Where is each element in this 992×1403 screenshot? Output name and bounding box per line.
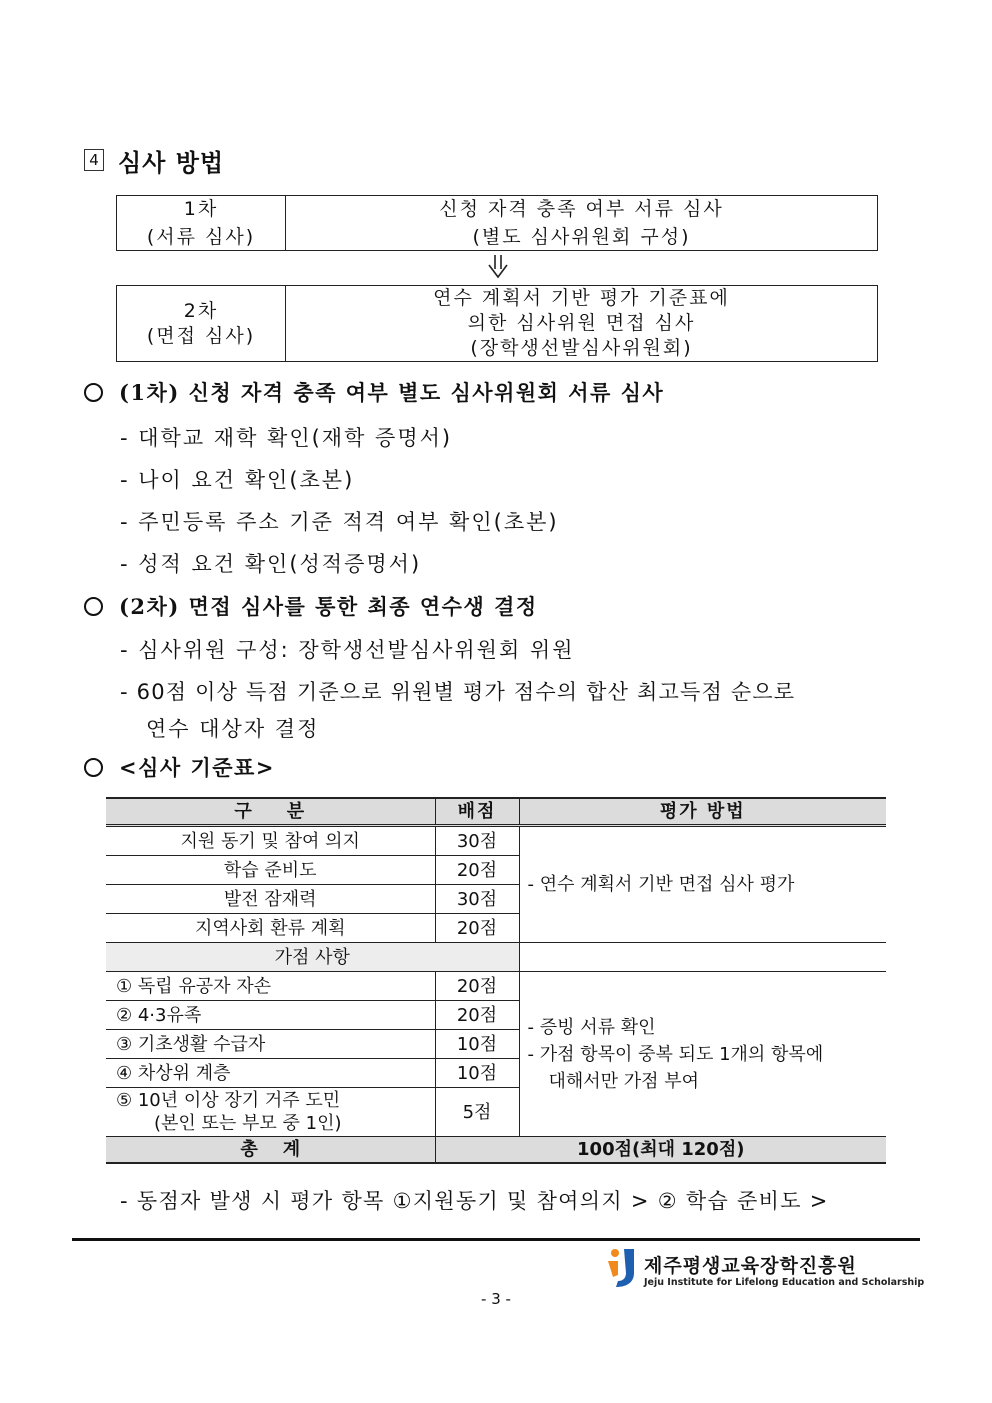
list-item: - 대학교 재학 확인(재학 증명서) <box>120 426 453 450</box>
total-value: 100점(최대 120점) <box>435 1137 886 1164</box>
main-method-cell: - 연수 계획서 기반 면접 심사 평가 <box>519 826 886 943</box>
step-1-stage <box>117 196 286 251</box>
step-2-desc-line1: 연수 계획서 기반 평가 기준표에 <box>433 287 730 309</box>
bonus-method-cell <box>519 972 886 1137</box>
section-number-box: 4 <box>84 149 104 171</box>
total-row <box>106 1137 886 1164</box>
bonus-score: 20점 <box>435 972 519 1001</box>
table-row <box>106 972 886 1001</box>
section-title: 심사 방법 <box>118 148 225 177</box>
list-item: - 60점 이상 득점 기준으로 위원별 평가 점수의 합산 최고득점 순으로 <box>120 680 796 704</box>
step-1-desc-line1: 신청 자격 충족 여부 서류 심사 <box>439 197 724 220</box>
step-2-desc-line3: (장학생선발심사위원회) <box>470 337 693 359</box>
bullet-criteria <box>84 752 275 782</box>
total-label: 총 계 <box>106 1137 435 1164</box>
institute-name: 제주평생교육장학진흥원 <box>644 1255 857 1277</box>
table-header-row <box>106 798 886 826</box>
step-2-desc-line2: 의한 심사위원 면접 심사 <box>467 312 696 334</box>
row-score: 30점 <box>435 826 519 856</box>
bonus-header: 가점 사항 <box>106 943 519 972</box>
row-score: 20점 <box>435 856 519 885</box>
criteria-table <box>106 797 886 1164</box>
circle-bullet-icon <box>84 758 103 777</box>
bonus-category-line1: ⑤ 10년 이상 장기 거주 도민 <box>116 1090 341 1111</box>
list-item-continuation: 연수 대상자 결정 <box>146 717 320 741</box>
bonus-method-line1: - 증빙 서류 확인 <box>527 1016 656 1038</box>
step-2-box <box>116 285 878 362</box>
page-number: - 3 - <box>481 1290 511 1308</box>
step-1-stage-line2: (서류 심사) <box>146 225 256 248</box>
bonus-header-empty <box>519 943 886 972</box>
step-2-stage-line1: 2차 <box>183 299 219 322</box>
list-item: - 성적 요건 확인(성적증명서) <box>120 552 422 576</box>
list-item: - 심사위원 구성: 장학생선발심사위원회 위원 <box>120 638 575 662</box>
header-category: 구 분 <box>106 798 435 826</box>
bullet-3-title: <심사 기준표> <box>119 755 275 780</box>
row-category: 학습 준비도 <box>106 856 435 885</box>
bonus-method-line3: 대해서만 가점 부여 <box>548 1070 700 1092</box>
header-score: 배점 <box>435 798 519 826</box>
row-score: 20점 <box>435 914 519 943</box>
step-1-stage-line1: 1차 <box>183 197 219 220</box>
row-category: 발전 잠재력 <box>106 885 435 914</box>
bullet-2-title: (2차) 면접 심사를 통한 최종 연수생 결정 <box>119 594 538 619</box>
circle-bullet-icon <box>84 597 103 616</box>
step-2-stage-line2: (면접 심사) <box>146 324 256 347</box>
bonus-score: 20점 <box>435 1001 519 1030</box>
row-category: 지원 동기 및 참여 의지 <box>106 826 435 856</box>
bonus-category-line2: (본인 또는 부모 중 1인) <box>154 1113 342 1134</box>
tie-break-note: - 동점자 발생 시 평가 항목 ①지원동기 및 참여의지 > ② 학습 준비도 > <box>120 1189 829 1213</box>
step-2-desc <box>286 286 878 362</box>
footer-divider <box>72 1238 920 1241</box>
bonus-category-long <box>106 1088 435 1137</box>
step-1-desc <box>286 196 878 251</box>
section-heading <box>84 142 224 178</box>
institute-logo-icon <box>604 1247 640 1289</box>
list-item: - 나이 요건 확인(초본) <box>120 468 355 492</box>
header-method: 평가 방법 <box>519 798 886 826</box>
step-1-box <box>116 195 878 251</box>
list-item: - 주민등록 주소 기준 적격 여부 확인(초본) <box>120 510 559 534</box>
bullet-1-title: (1차) 신청 자격 충족 여부 별도 심사위원회 서류 심사 <box>119 380 665 405</box>
bonus-score: 5점 <box>435 1088 519 1137</box>
down-arrow-icon <box>486 253 510 279</box>
bonus-header-row <box>106 943 886 972</box>
bonus-category: ② 4·3유족 <box>106 1001 435 1030</box>
step-1-desc-line2: (별도 심사위원회 구성) <box>472 225 691 248</box>
row-category: 지역사회 환류 계획 <box>106 914 435 943</box>
row-score: 30점 <box>435 885 519 914</box>
bonus-score: 10점 <box>435 1030 519 1059</box>
institute-name-en: Jeju Institute for Lifelong Education and Scholarship <box>644 1277 925 1288</box>
bonus-method-line2: - 가점 항목이 중복 되도 1개의 항목에 <box>527 1043 824 1065</box>
bullet-1st-round <box>84 377 664 407</box>
table-row <box>106 826 886 856</box>
bonus-category: ④ 차상위 계층 <box>106 1059 435 1088</box>
bonus-category: ① 독립 유공자 자손 <box>106 972 435 1001</box>
bonus-score: 10점 <box>435 1059 519 1088</box>
step-2-stage <box>117 286 286 362</box>
bullet-2nd-round <box>84 591 538 621</box>
bonus-category: ③ 기초생활 수급자 <box>106 1030 435 1059</box>
circle-bullet-icon <box>84 383 103 402</box>
